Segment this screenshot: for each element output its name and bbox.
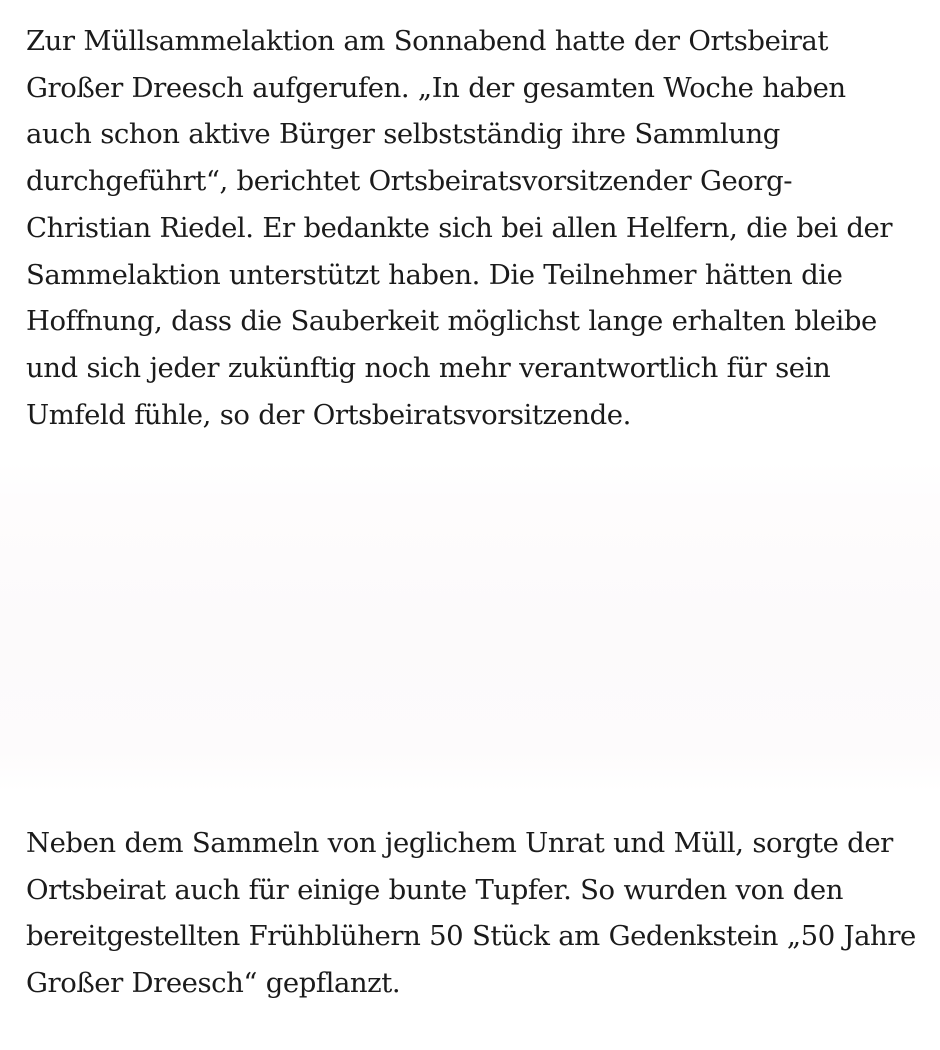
ad-placeholder bbox=[0, 462, 940, 792]
article-paragraph-2: Neben dem Sammeln von jeglichem Unrat und Müll, sorgte der Ortsbeirat auch für einige bunte Tupfer. So wurden von den bereitgestellten Frühblühern 50 Stück am Gedenkstein „50 Jahre Großer Dreesch“ gepflanzt. bbox=[26, 827, 916, 1000]
article-paragraph-1: Zur Müllsammelaktion am Sonnabend hatte der Ortsbeirat Großer Dreesch aufgerufen. „In der gesamten Woche haben auch schon aktive Bürger selbstständig ihre Sammlung durchgeführt“, berichtet Ortsbeiratsvorsitzender Georg-Christian Riedel. Er bedankte sich bei allen Helfern, die bei der Sammelaktion unterstützt haben. Die Teilnehmer hätten die Hoffnung, dass die Sauberkeit möglichst lange erhalten bleibe und sich jeder zukünftig noch mehr verantwortlich für sein Umfeld fühle, so der Ortsbeiratsvorsitzende. bbox=[26, 25, 893, 431]
